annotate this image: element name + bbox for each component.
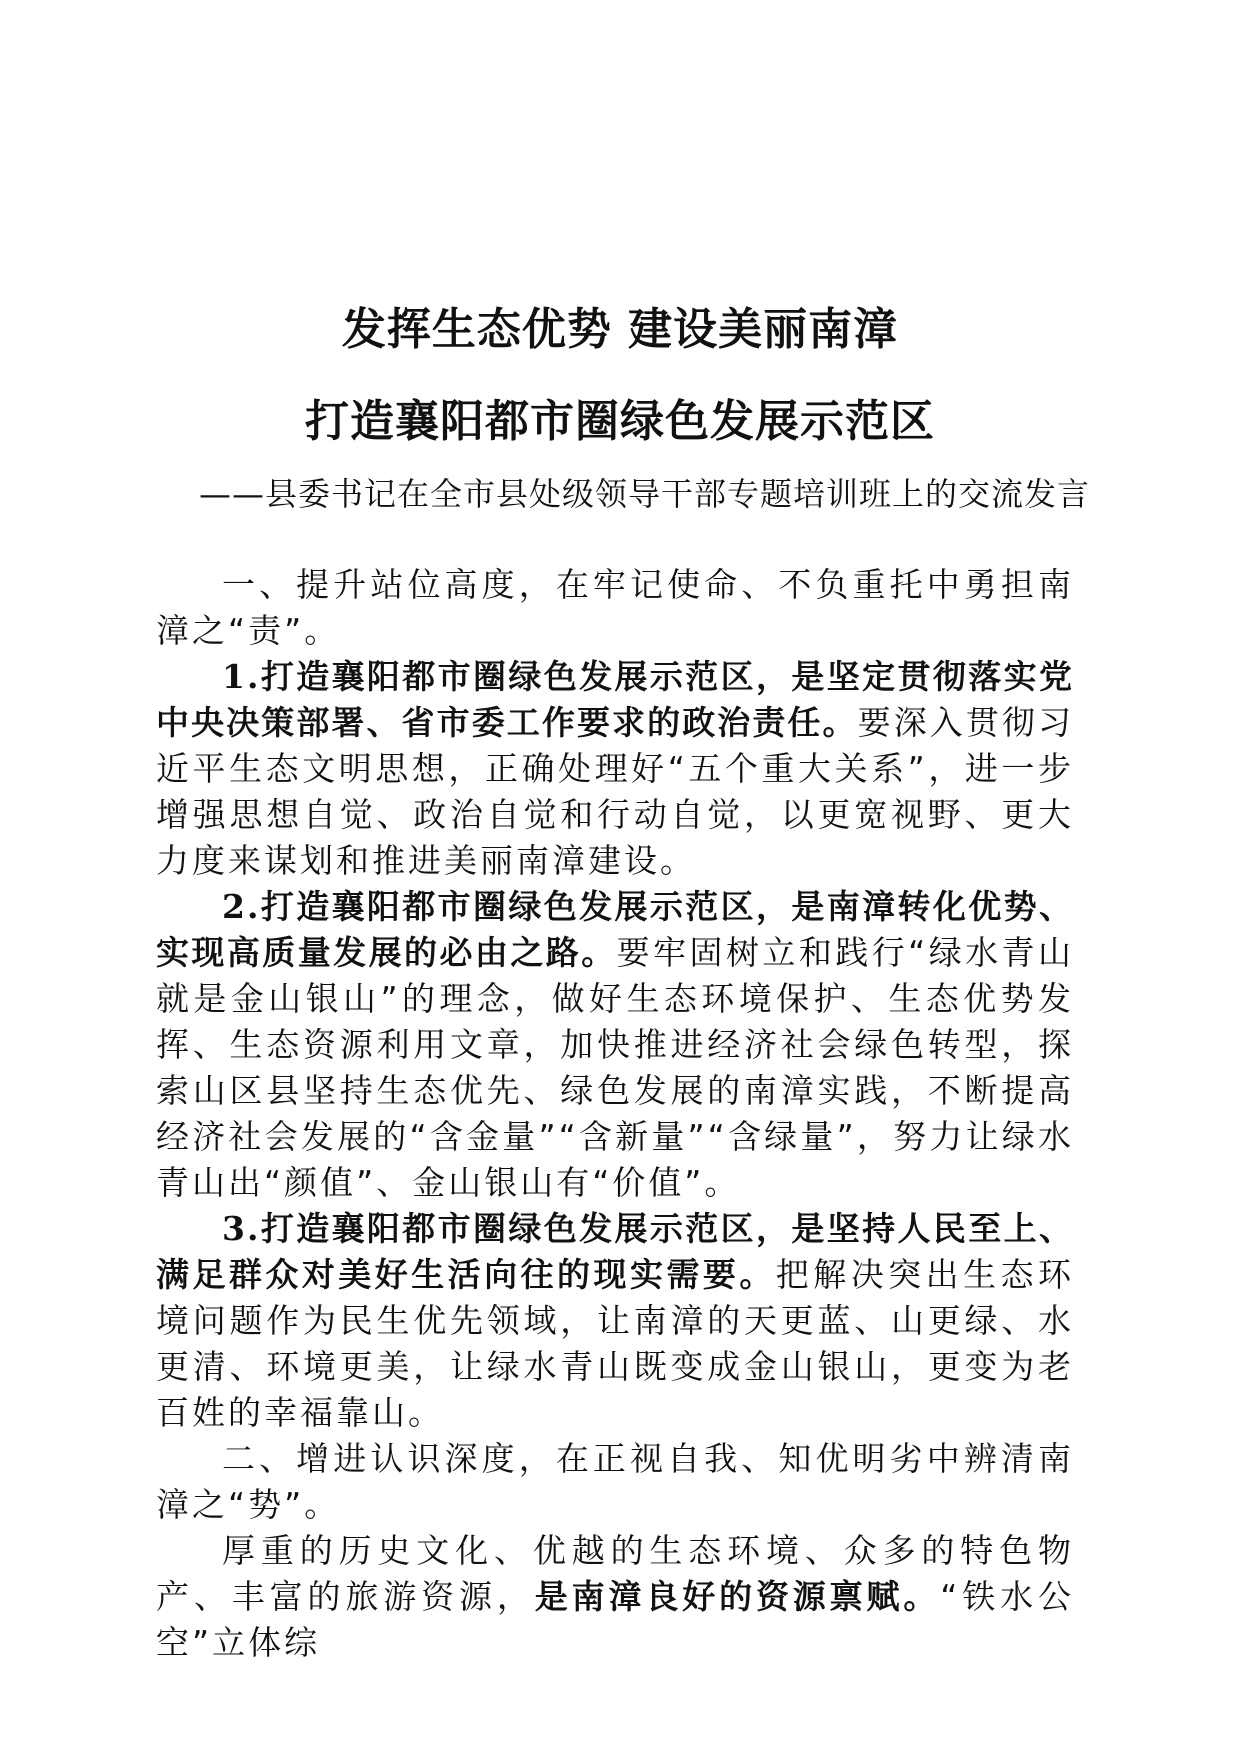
paragraph-1-text: 要深入贯彻习近平生态文明思想，正确处理好“五个重大关系”，进一步增强思想自觉、政治自觉和行动自觉，以更宽视野、更大力度来谋划和推进美丽南漳建设。 xyxy=(156,703,1075,880)
paragraph-4-text-before: 厚重的历史文化、优越的生态环境、众多的特色物产、丰富的旅游资源， xyxy=(156,1531,1074,1616)
document-body xyxy=(156,562,1074,1666)
paragraph-4 xyxy=(156,1528,1074,1666)
paragraph-3-lead: 3.打造襄阳都市圈绿色发展示范区，是坚持人民至上、满足群众对美好生活向往的现实需要。 xyxy=(156,1209,1074,1294)
paragraph-4-text-after: “铁水公空”立体综 xyxy=(156,1577,1075,1662)
document-subtitle: ——县委书记在全市县处级领导干部专题培训班上的交流发言 xyxy=(198,475,1090,513)
paragraph-3-text: 把解决突出生态环境问题作为民生优先领域，让南漳的天更蓝、山更绿、水更清、环境更美，让绿水青山既变成金山银山，更变为老百姓的幸福靠山。 xyxy=(156,1255,1075,1432)
paragraph-1-lead: 1.打造襄阳都市圈绿色发展示范区，是坚定贯彻落实党中央决策部署、省市委工作要求的政治责任。 xyxy=(156,657,1074,742)
paragraph-2-lead: 2.打造襄阳都市圈绿色发展示范区，是南漳转化优势、实现高质量发展的必由之路。 xyxy=(156,887,1074,972)
paragraph-2-text: 要牢固树立和践行“绿水青山就是金山银山”的理念，做好生态环境保护、生态优势发挥、生态资源利用文章，加快推进经济社会绿色转型，探索山区县坚持生态优先、绿色发展的南漳实践，不断提高经济社会发展的“含金量”“含新量”“含绿量”，努力让绿水青山出“颜值”、金山银山有“价值”。 xyxy=(156,933,1074,1202)
paragraph-4-bold: 是南漳良好的资源禀赋。 xyxy=(534,1577,941,1616)
paragraph-1 xyxy=(156,654,1074,884)
paragraph-2 xyxy=(156,884,1074,1206)
section-heading-1: 一、提升站位高度，在牢记使命、不负重托中勇担南漳之“责”。 xyxy=(156,565,1074,650)
document-title-line2: 打造襄阳都市圈绿色发展示范区 xyxy=(305,396,935,447)
document-title-line1: 发挥生态优势 建设美丽南漳 xyxy=(341,304,899,355)
paragraph-3 xyxy=(156,1206,1074,1436)
section-heading-2: 二、增进认识深度，在正视自我、知优明劣中辨清南漳之“势”。 xyxy=(156,1439,1074,1524)
